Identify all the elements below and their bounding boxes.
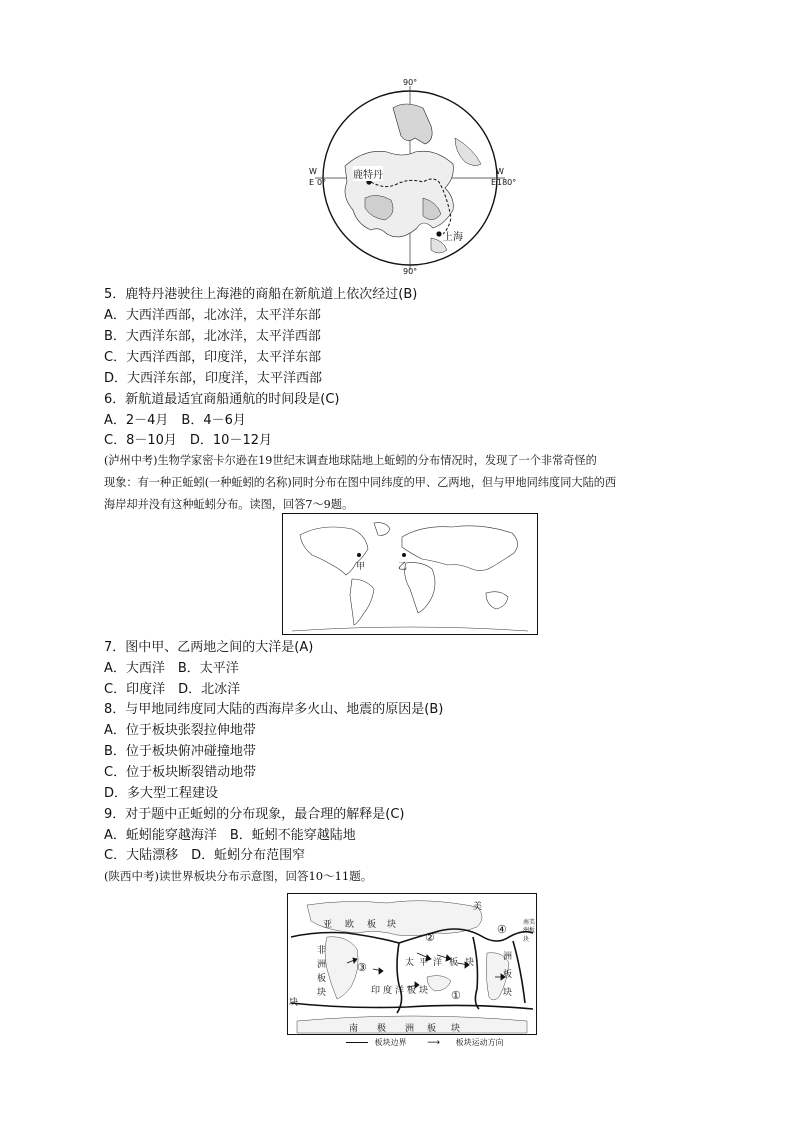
q6-options-ab: A．2－4月 B．4－6月	[104, 413, 246, 428]
q8-stem: 8．与甲地同纬度同大陆的西海岸多火山、地震的原因是(B)	[104, 702, 444, 717]
q8-option-a: A．位于板块张裂拉伸地带	[104, 723, 256, 738]
legend-boundary-label: 板块边界	[374, 1038, 407, 1047]
legend-motion-label: 板块运动方向	[455, 1038, 504, 1047]
plate-eurasia-4: 块	[387, 920, 397, 930]
q5-option-a: A．大西洋西部，北冰洋，太平洋东部	[104, 308, 321, 323]
plate-antarctic-1: 南	[349, 1024, 359, 1034]
plate-pacific-1: 太	[405, 958, 415, 968]
label-rotterdam: 鹿特丹	[353, 166, 383, 181]
plate-american-right-1: 洲	[503, 952, 513, 962]
q9-stem: 9．对于题中正蚯蚓的分布现象，最合理的解释是(C)	[104, 807, 405, 822]
plate-map-figure	[287, 893, 537, 1035]
plate-indian-2: 度	[383, 986, 393, 996]
label-jia: 甲	[356, 562, 366, 572]
label-right-180: 180°	[497, 178, 517, 187]
arrow-icon: ⟶	[427, 1037, 440, 1048]
plate-pacific-5: 块	[465, 958, 475, 968]
plate-eurasia-2: 欧	[345, 920, 355, 930]
plate-indian-3: 洋	[395, 986, 405, 996]
polar-map-figure	[305, 78, 515, 278]
label-shanghai: 上海	[443, 232, 463, 243]
plate-africa-4: 块	[317, 988, 327, 998]
plate-american-top: 美	[473, 902, 483, 912]
plate-eurasia-1: 亚	[323, 920, 333, 930]
q7-options-ab: A．大西洋 B．太平洋	[104, 661, 239, 676]
label-bottom-deg: 90°	[403, 267, 418, 276]
label-left-w: W	[309, 167, 317, 176]
plate-num-4: ④	[497, 923, 507, 936]
plate-num-2: ②	[425, 931, 435, 944]
label-right-w: W	[496, 167, 504, 176]
plate-antarctic-4: 板	[427, 1024, 437, 1034]
q7-options-cd: C．印度洋 D．北冰洋	[104, 682, 241, 697]
plate-antarctic-3: 洲	[405, 1024, 415, 1034]
plate-american-right-3: 块	[503, 988, 513, 998]
plate-africa-1: 非	[317, 946, 327, 956]
label-right-e: E	[491, 178, 497, 187]
plate-right-box-2: 洲板块	[523, 927, 536, 943]
q8-option-d: D．多大型工程建设	[104, 786, 219, 801]
plate-africa-3: 板	[317, 974, 327, 984]
plate-num-1: ①	[451, 989, 461, 1002]
label-yi: 乙	[398, 562, 408, 572]
q8-option-b: B．位于板块俯冲碰撞地带	[104, 744, 256, 759]
plate-antarctic-2: 极	[377, 1024, 387, 1034]
plate-antarctic-5: 块	[451, 1024, 461, 1034]
world-map-figure	[282, 513, 538, 635]
passage1-line3: 海岸却并没有这种蚯蚓分布。读图，回答7～9题。	[104, 498, 354, 511]
q6-options-cd: C．8－10月 D．10－12月	[104, 433, 272, 448]
plate-indian-4: 板	[407, 986, 417, 996]
plate-pacific-2: 平	[419, 958, 429, 968]
q7-stem: 7．图中甲、乙两地之间的大洋是(A)	[104, 640, 314, 655]
passage1-line2: 现象：有一种正蚯蚓(一种蚯蚓的名称)同时分布在图中同纬度的甲、乙两地，但与甲地同纬度同大陆的西	[104, 476, 617, 489]
plate-left-edge: 块	[289, 998, 299, 1008]
q5-option-d: D．大西洋东部，印度洋，太平洋西部	[104, 371, 323, 386]
q6-stem: 6．新航道最适宜商船通航的时间段是(C)	[104, 392, 340, 407]
label-top-deg: 90°	[403, 78, 418, 87]
plate-num-3: ③	[357, 961, 367, 974]
passage1-line1: (泸州中考)生物学家密卡尔逊在19世纪末调查地球陆地上蚯蚓的分布情况时，发现了一个非常奇怪的	[104, 454, 597, 467]
label-left-e: E	[309, 178, 315, 187]
boundary-line-icon	[346, 1042, 368, 1043]
q5-option-b: B．大西洋东部，北冰洋，太平洋西部	[104, 329, 321, 344]
plate-pacific-4: 板	[449, 958, 459, 968]
plate-africa-2: 洲	[317, 960, 327, 970]
plate-eurasia-3: 板	[367, 920, 377, 930]
plate-american-right-2: 板	[503, 970, 513, 980]
passage2-line1: (陕西中考)读世界板块分布示意图，回答10～11题。	[104, 869, 373, 883]
label-left-0: 0°	[317, 178, 327, 187]
plate-map-legend	[346, 1037, 504, 1048]
plate-pacific-3: 洋	[433, 958, 443, 968]
plate-right-box-1: 南美	[523, 919, 536, 926]
q8-option-c: C．位于板块断裂错动地带	[104, 765, 257, 780]
q5-stem: 5．鹿特丹港驶往上海港的商船在新航道上依次经过(B)	[104, 287, 418, 302]
plate-indian-5: 块	[419, 986, 429, 996]
plate-indian-1: 印	[371, 986, 381, 996]
q5-option-c: C．大西洋西部，印度洋，太平洋东部	[104, 350, 322, 365]
q9-options-cd: C．大陆漂移 D．蚯蚓分布范围窄	[104, 848, 306, 863]
q9-options-ab: A．蚯蚓能穿越海洋 B．蚯蚓不能穿越陆地	[104, 828, 356, 843]
